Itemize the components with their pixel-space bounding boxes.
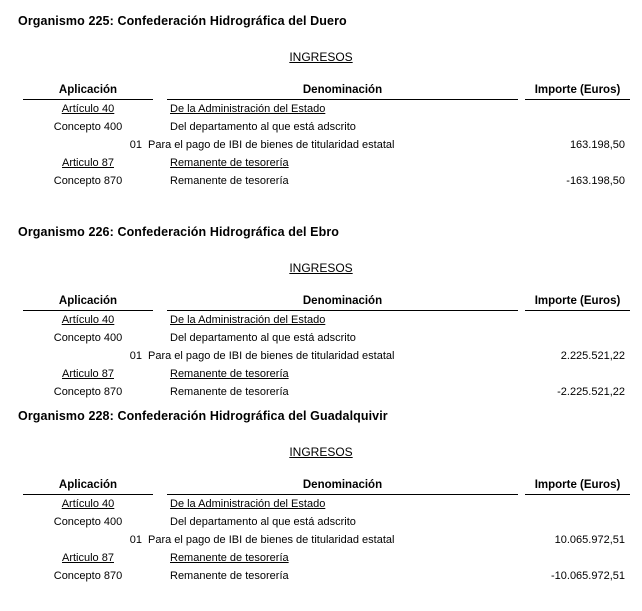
table-row bbox=[0, 365, 642, 383]
table-row bbox=[0, 495, 642, 513]
ingresos-table bbox=[0, 84, 642, 190]
importe-cell: -163.198,50 bbox=[566, 175, 625, 187]
importe-cell: 2.225.521,22 bbox=[560, 350, 625, 362]
denominacion-cell bbox=[170, 311, 325, 329]
importe-cell: -10.065.972,51 bbox=[550, 570, 625, 582]
denominacion-text: Remanente de tesorería bbox=[170, 552, 289, 564]
aplicacion-cell bbox=[23, 100, 153, 118]
table-row bbox=[0, 549, 642, 567]
articulo-label: Artículo 40 bbox=[61, 314, 115, 326]
articulo-label: Articulo 87 bbox=[62, 552, 114, 564]
ingresos-heading bbox=[0, 445, 642, 459]
column-header-aplicacion: Aplicación bbox=[23, 295, 153, 311]
aplicacion-cell bbox=[23, 365, 153, 383]
organismo-225-section bbox=[0, 14, 642, 190]
table-header-row bbox=[0, 84, 642, 100]
importe-cell: 163.198,50 bbox=[569, 139, 625, 151]
ingresos-table bbox=[0, 295, 642, 401]
aplicacion-cell bbox=[23, 154, 153, 172]
table-header-row bbox=[0, 479, 642, 495]
table-row bbox=[0, 154, 642, 172]
column-header-importe: Importe (Euros) bbox=[525, 295, 630, 311]
table-row bbox=[0, 383, 642, 401]
table-row bbox=[0, 347, 642, 365]
articulo-label: Artículo 40 bbox=[61, 498, 115, 510]
denominacion-cell bbox=[170, 549, 289, 567]
denominacion-text: De la Administración del Estado bbox=[170, 314, 326, 326]
section-title: Organismo 228: Confederación Hidrográfica del Guadalquivir bbox=[18, 409, 388, 423]
aplicacion-cell bbox=[23, 495, 153, 513]
aplicacion-cell bbox=[23, 549, 153, 567]
denominacion-text: Remanente de tesorería bbox=[170, 368, 289, 380]
section-title: Organismo 226: Confederación Hidrográfica del Ebro bbox=[18, 225, 340, 239]
subconcepto-code: 01 bbox=[129, 350, 142, 362]
aplicacion-cell: Concepto 870 bbox=[53, 386, 123, 398]
denominacion-cell bbox=[170, 154, 289, 172]
table-row bbox=[0, 136, 642, 154]
denominacion-text: De la Administración del Estado bbox=[170, 498, 326, 510]
denominacion-cell: Para el pago de IBI de bienes de titularidad estatal bbox=[148, 350, 395, 362]
organismo-226-section bbox=[0, 225, 642, 401]
denominacion-text: Remanente de tesorería bbox=[170, 157, 289, 169]
section-title: Organismo 225: Confederación Hidrográfica del Duero bbox=[18, 14, 347, 28]
denominacion-cell: Del departamento al que está adscrito bbox=[170, 516, 356, 528]
column-header-importe: Importe (Euros) bbox=[525, 479, 630, 495]
ingresos-heading bbox=[0, 261, 642, 275]
subconcepto-code: 01 bbox=[129, 534, 142, 546]
table-header-row bbox=[0, 295, 642, 311]
column-header-aplicacion: Aplicación bbox=[23, 479, 153, 495]
subconcepto-code: 01 bbox=[129, 139, 142, 151]
column-header-importe: Importe (Euros) bbox=[525, 84, 630, 100]
table-row bbox=[0, 118, 642, 136]
column-header-denominacion: Denominación bbox=[167, 479, 518, 495]
aplicacion-cell: Concepto 870 bbox=[53, 175, 123, 187]
table-row bbox=[0, 172, 642, 190]
denominacion-cell: Para el pago de IBI de bienes de titularidad estatal bbox=[148, 139, 395, 151]
denominacion-text: De la Administración del Estado bbox=[170, 103, 326, 115]
articulo-label: Artículo 40 bbox=[61, 103, 115, 115]
articulo-label: Articulo 87 bbox=[62, 157, 114, 169]
aplicacion-cell: Concepto 400 bbox=[53, 332, 123, 344]
ingresos-label: INGRESOS bbox=[289, 50, 353, 64]
ingresos-label: INGRESOS bbox=[289, 261, 353, 275]
importe-cell: 10.065.972,51 bbox=[554, 534, 625, 546]
denominacion-cell bbox=[170, 100, 325, 118]
table-row bbox=[0, 311, 642, 329]
aplicacion-cell bbox=[23, 311, 153, 329]
column-header-denominacion: Denominación bbox=[167, 84, 518, 100]
table-row bbox=[0, 100, 642, 118]
denominacion-cell: Remanente de tesorería bbox=[170, 175, 289, 187]
aplicacion-cell: Concepto 400 bbox=[53, 516, 123, 528]
denominacion-cell: Remanente de tesorería bbox=[170, 570, 289, 582]
column-header-aplicacion: Aplicación bbox=[23, 84, 153, 100]
denominacion-cell: Del departamento al que está adscrito bbox=[170, 121, 356, 133]
articulo-label: Articulo 87 bbox=[62, 368, 114, 380]
denominacion-cell: Del departamento al que está adscrito bbox=[170, 332, 356, 344]
ingresos-label: INGRESOS bbox=[289, 445, 353, 459]
denominacion-cell bbox=[170, 495, 325, 513]
denominacion-cell bbox=[170, 365, 289, 383]
table-row bbox=[0, 329, 642, 347]
denominacion-cell: Para el pago de IBI de bienes de titularidad estatal bbox=[148, 534, 395, 546]
table-row bbox=[0, 567, 642, 585]
table-row bbox=[0, 531, 642, 549]
organismo-228-section bbox=[0, 409, 642, 585]
aplicacion-cell: Concepto 400 bbox=[53, 121, 123, 133]
importe-cell: -2.225.521,22 bbox=[557, 386, 625, 398]
table-row bbox=[0, 513, 642, 531]
ingresos-heading bbox=[0, 50, 642, 64]
denominacion-cell: Remanente de tesorería bbox=[170, 386, 289, 398]
ingresos-table bbox=[0, 479, 642, 585]
aplicacion-cell: Concepto 870 bbox=[53, 570, 123, 582]
column-header-denominacion: Denominación bbox=[167, 295, 518, 311]
